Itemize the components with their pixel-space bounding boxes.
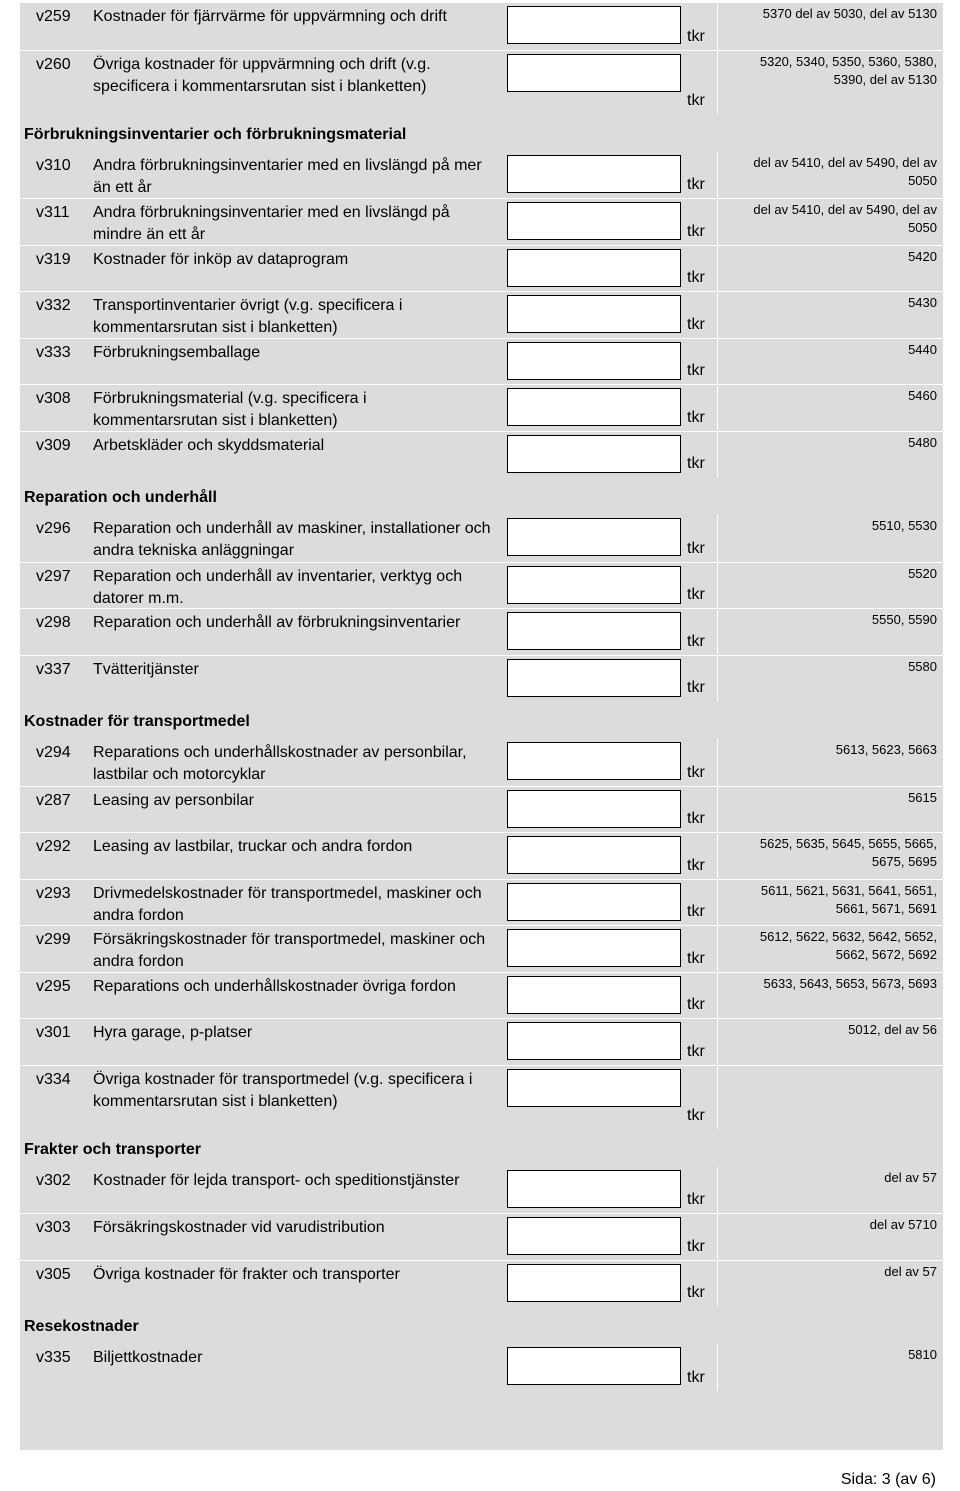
column-divider [717, 292, 718, 338]
account-numbers: 5430 [908, 295, 937, 310]
unit-label: tkr [687, 810, 705, 827]
item-description: Övriga kostnader för frakter och transporter [93, 1265, 400, 1283]
form-row [20, 3, 943, 50]
form-section [20, 3, 943, 114]
form-row [20, 1344, 943, 1391]
variable-code: v299 [36, 931, 71, 948]
form-row [20, 1018, 943, 1065]
amount-input[interactable] [507, 883, 681, 921]
amount-input[interactable] [507, 388, 681, 426]
account-numbers: 5460 [908, 388, 937, 403]
amount-input[interactable] [507, 295, 681, 333]
item-description: Tvätteritjänster [93, 660, 199, 678]
variable-code: v333 [36, 343, 71, 361]
variable-code: v335 [36, 1349, 71, 1366]
form-row [20, 384, 943, 431]
unit-label: tkr [687, 1368, 705, 1386]
unit-label: tkr [687, 222, 705, 240]
form-row [20, 338, 943, 385]
variable-code: v293 [36, 884, 71, 902]
item-description: Reparation och underhåll av förbrukningsinventarier [93, 614, 461, 631]
account-numbers: 5420 [908, 248, 937, 264]
form-row [20, 1213, 943, 1260]
column-divider [717, 3, 718, 50]
form-section [20, 1310, 943, 1391]
column-divider [717, 1214, 718, 1260]
column-divider [717, 515, 718, 562]
column-divider [717, 246, 718, 292]
variable-code: v311 [36, 204, 70, 221]
form-row [20, 925, 943, 972]
form-section [20, 118, 943, 478]
variable-code: v308 [36, 390, 71, 407]
unit-label: tkr [687, 1106, 705, 1124]
item-description: Reparations och underhållskostnader övriga fordon [93, 977, 456, 995]
account-numbers: 5480 [908, 434, 937, 450]
amount-input[interactable] [507, 976, 681, 1014]
section-title: Frakter och transporter [24, 1140, 201, 1158]
column-divider [717, 152, 718, 199]
amount-input[interactable] [507, 155, 681, 193]
column-divider [717, 739, 718, 786]
variable-code: v292 [36, 838, 71, 855]
form-row [20, 245, 943, 292]
column-divider [717, 880, 718, 926]
section-title: Resekostnader [24, 1318, 139, 1335]
column-divider [717, 1167, 718, 1214]
section-title: Förbrukningsinventarier och förbrukningsmaterial [24, 125, 407, 143]
amount-input[interactable] [507, 6, 681, 44]
account-numbers: del av 5410, del av 5490, del av 5050 [753, 154, 937, 188]
account-numbers: 5510, 5530 [871, 518, 937, 533]
form-section [20, 1133, 943, 1307]
item-description: Leasing av lastbilar, truckar och andra fordon [93, 838, 413, 855]
unit-label: tkr [687, 1237, 705, 1255]
column-divider [717, 1261, 718, 1307]
item-description: Reparations och underhållskostnader av personbilar, lastbilar och motorcyklar [93, 744, 467, 783]
item-description: Hyra garage, p-platser [93, 1024, 253, 1041]
variable-code: v287 [36, 791, 71, 809]
amount-input[interactable] [507, 1022, 681, 1060]
account-numbers: 5613, 5623, 5663 [835, 742, 937, 757]
account-numbers: 5320, 5340, 5350, 5360, 5380, 5390, del av 5130 [759, 53, 937, 87]
item-description: Drivmedelskostnader för transportmedel, maskiner och andra fordon [93, 884, 482, 924]
account-numbers: 5633, 5643, 5653, 5673, 5693 [763, 975, 937, 991]
amount-input[interactable] [507, 202, 681, 240]
form-row [20, 515, 943, 562]
item-description: Övriga kostnader för uppvärmning och drift (v.g. specificera i kommentarsrutan sist i blanketten) [93, 55, 431, 95]
account-numbers: 5611, 5621, 5631, 5641, 5651, 5661, 5671, 5691 [760, 882, 937, 916]
form-section [20, 705, 943, 1129]
column-divider [717, 563, 718, 609]
column-divider [717, 1344, 718, 1391]
account-numbers: 5550, 5590 [871, 612, 937, 627]
variable-code: v337 [36, 660, 71, 678]
account-numbers: 5370 del av 5030, del av 5130 [762, 6, 937, 21]
item-description: Arbetskläder och skyddsmaterial [93, 436, 325, 454]
amount-input[interactable] [507, 659, 681, 697]
form-row [20, 832, 943, 879]
form-row [20, 1065, 943, 1129]
item-description: Övriga kostnader för transportmedel (v.g. specificera i kommentarsrutan sist i blanketten) [93, 1070, 473, 1110]
unit-label: tkr [687, 269, 705, 286]
unit-label: tkr [687, 856, 705, 874]
unit-label: tkr [687, 763, 705, 781]
item-description: Biljettkostnader [93, 1349, 203, 1366]
amount-input[interactable] [507, 742, 681, 780]
form-row [20, 198, 943, 245]
form-row [20, 655, 943, 702]
item-description: Transportinventarier övrigt (v.g. specificera i kommentarsrutan sist i blanketten) [93, 297, 403, 336]
item-description: Reparation och underhåll av inventarier, verktyg och datorer m.m. [93, 567, 463, 607]
unit-label: tkr [687, 408, 705, 426]
column-divider [717, 787, 718, 833]
unit-label: tkr [687, 27, 705, 45]
variable-code: v319 [36, 250, 71, 268]
amount-input[interactable] [507, 1264, 681, 1302]
unit-label: tkr [687, 586, 705, 603]
form-row [20, 562, 943, 609]
variable-code: v296 [36, 520, 71, 537]
form-row [20, 291, 943, 338]
unit-label: tkr [687, 1042, 705, 1060]
account-numbers: 5810 [908, 1347, 937, 1362]
variable-code: v301 [36, 1024, 71, 1041]
amount-input[interactable] [507, 1069, 681, 1107]
form-row [20, 152, 943, 199]
form-page [20, 3, 943, 1450]
section-title: Kostnader för transportmedel [24, 713, 250, 730]
variable-code: v302 [36, 1171, 71, 1189]
form-row [20, 431, 943, 478]
account-numbers: del av 57 [884, 1169, 937, 1185]
amount-input[interactable] [507, 518, 681, 556]
form-section [20, 481, 943, 701]
variable-code: v259 [36, 8, 71, 25]
variable-code: v303 [36, 1219, 71, 1236]
variable-code: v332 [36, 297, 71, 314]
form-row [20, 50, 943, 114]
column-divider [717, 1019, 718, 1065]
amount-input[interactable] [507, 54, 681, 92]
column-divider [717, 656, 718, 702]
account-numbers: 5012, del av 56 [848, 1022, 937, 1037]
unit-label: tkr [687, 455, 705, 472]
unit-label: tkr [687, 91, 705, 109]
account-numbers: del av 5710 [869, 1217, 937, 1232]
amount-input[interactable] [507, 435, 681, 473]
column-divider [717, 51, 718, 114]
account-numbers: 5440 [908, 341, 937, 357]
variable-code: v305 [36, 1265, 71, 1283]
item-description: Förbrukningsemballage [93, 343, 261, 361]
column-divider [717, 926, 718, 972]
account-numbers: 5612, 5622, 5632, 5642, 5652, 5662, 5672, 5692 [759, 929, 937, 962]
column-divider [717, 339, 718, 385]
item-description: Andra förbrukningsinventarier med en livslängd på mindre än ett år [93, 204, 450, 243]
amount-input[interactable] [507, 1170, 681, 1208]
amount-input[interactable] [507, 790, 681, 828]
item-description: Kostnader för fjärrvärme för uppvärmning och drift [93, 8, 447, 25]
variable-code: v298 [36, 614, 71, 631]
item-description: Kostnader för inköp av dataprogram [93, 250, 349, 268]
column-divider [717, 1066, 718, 1129]
unit-label: tkr [687, 949, 705, 967]
variable-code: v309 [36, 436, 71, 454]
item-description: Förbrukningsmaterial (v.g. specificera i kommentarsrutan sist i blanketten) [93, 390, 367, 429]
variable-code: v334 [36, 1070, 71, 1088]
item-description: Kostnader för lejda transport- och speditionstjänster [93, 1171, 460, 1189]
column-divider [717, 609, 718, 655]
unit-label: tkr [687, 1284, 705, 1301]
account-numbers: 5580 [908, 658, 937, 674]
unit-label: tkr [687, 176, 705, 193]
form-row [20, 739, 943, 786]
unit-label: tkr [687, 315, 705, 333]
account-numbers: 5615 [908, 789, 937, 805]
amount-input[interactable] [507, 612, 681, 650]
page-number: Sida: 3 (av 6) [840, 1471, 936, 1488]
variable-code: v294 [36, 744, 71, 761]
column-divider [717, 432, 718, 478]
variable-code: v295 [36, 977, 71, 995]
amount-input[interactable] [507, 1217, 681, 1255]
unit-label: tkr [687, 362, 705, 379]
column-divider [717, 973, 718, 1019]
unit-label: tkr [687, 679, 705, 696]
amount-input[interactable] [507, 1347, 681, 1385]
variable-code: v297 [36, 567, 71, 585]
unit-label: tkr [687, 1191, 705, 1208]
unit-label: tkr [687, 539, 705, 557]
column-divider [717, 833, 718, 879]
account-numbers: 5625, 5635, 5645, 5655, 5665, 5675, 5695 [759, 836, 937, 869]
form-row [20, 786, 943, 833]
amount-input[interactable] [507, 342, 681, 380]
account-numbers: del av 5410, del av 5490, del av 5050 [753, 202, 937, 235]
item-description: Reparation och underhåll av maskiner, installationer och andra tekniska anläggningar [93, 520, 491, 559]
form-row [20, 1260, 943, 1307]
variable-code: v260 [36, 55, 71, 73]
item-description: Försäkringskostnader för transportmedel, maskiner och andra fordon [93, 931, 486, 970]
column-divider [717, 199, 718, 245]
amount-input[interactable] [507, 249, 681, 287]
form-row [20, 608, 943, 655]
account-numbers: 5520 [908, 565, 937, 581]
unit-label: tkr [687, 632, 705, 650]
unit-label: tkr [687, 903, 705, 920]
amount-input[interactable] [507, 836, 681, 874]
section-title: Reparation och underhåll [24, 489, 217, 506]
item-description: Försäkringskostnader vid varudistribution [93, 1219, 385, 1236]
unit-label: tkr [687, 996, 705, 1013]
form-row [20, 972, 943, 1019]
form-row [20, 1167, 943, 1214]
form-row [20, 879, 943, 926]
account-numbers: del av 57 [884, 1263, 937, 1279]
item-description: Leasing av personbilar [93, 791, 254, 809]
column-divider [717, 385, 718, 431]
amount-input[interactable] [507, 929, 681, 967]
amount-input[interactable] [507, 566, 681, 604]
item-description: Andra förbrukningsinventarier med en livslängd på mer än ett år [93, 156, 482, 196]
variable-code: v310 [36, 156, 71, 174]
